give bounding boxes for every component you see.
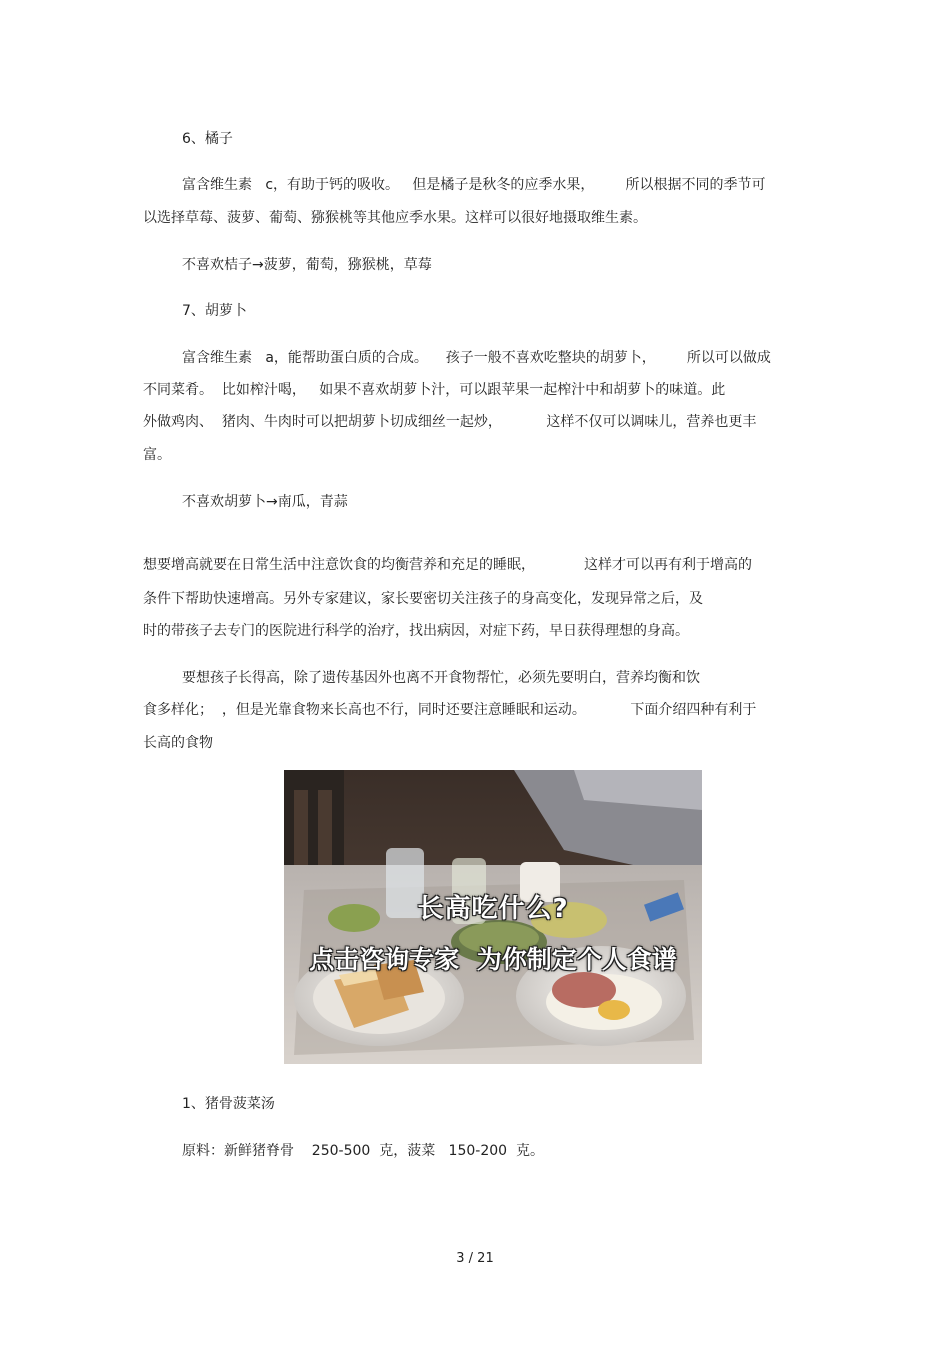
heading-orange: 6、橘子 [182, 131, 233, 147]
heading-recipe: 1、猪骨菠菜汤 [182, 1096, 275, 1112]
breakfast-photo [284, 770, 702, 1064]
paragraph-line: 外做鸡肉、 猪肉、牛肉时可以把胡萝卜切成细丝一起炒， 这样不仅可以调味儿，营养也更丰 [143, 414, 757, 430]
paragraph-line: 想要增高就要在日常生活中注意饮食的均衡营养和充足的睡眠， 这样才可以再有利于增高的 [143, 557, 752, 573]
heading-carrot: 7、胡萝卜 [182, 303, 247, 319]
paragraph-line: 条件下帮助快速增高。另外专家建议，家长要密切关注孩子的身高变化，发现异常之后，及 [143, 591, 703, 607]
paragraph-line: 以选择草莓、菠萝、葡萄、猕猴桃等其他应季水果。这样可以很好地摄取维生素。 [143, 210, 647, 226]
paragraph-line: 长高的食物 [143, 735, 213, 751]
paragraph-line: 不同菜肴。 比如榨汁喝， 如果不喜欢胡萝卜汁，可以跟苹果一起榨汁中和胡萝卜的味道。此 [143, 382, 726, 398]
image-caption-title: 长高吃什么? [417, 894, 569, 924]
alternative-note: 不喜欢桔子→菠萝，葡萄，猕猴桃，草莓 [182, 257, 432, 273]
paragraph-line: 时的带孩子去专门的医院进行科学的治疗，找出病因，对症下药，早日获得理想的身高。 [143, 623, 689, 639]
page-indicator: 3 / 21 [456, 1251, 494, 1266]
paragraph-line: 富含维生素 a，能帮助蛋白质的合成。 孩子一般不喜欢吃整块的胡萝卜， 所以可以做成 [182, 350, 771, 366]
paragraph-line: 富。 [143, 447, 171, 463]
recipe-ingredients: 原料：新鲜猪脊骨 250-500 克，菠菜 150-200 克。 [182, 1143, 544, 1159]
paragraph-line: 食多样化； ，但是光靠食物来长高也不行，同时还要注意睡眠和运动。 下面介绍四种有利于 [143, 702, 757, 718]
paragraph-line: 富含维生素 c，有助于钙的吸收。 但是橘子是秋冬的应季水果， 所以根据不同的季节可 [182, 177, 766, 193]
image-caption-subtitle: 点击咨询专家 为你制定个人食谱 [309, 945, 677, 974]
paragraph-line: 要想孩子长得高，除了遗传基因外也离不开食物帮忙，必须先要明白，营养均衡和饮 [182, 670, 700, 686]
alternative-note: 不喜欢胡萝卜→南瓜，青蒜 [182, 494, 348, 510]
